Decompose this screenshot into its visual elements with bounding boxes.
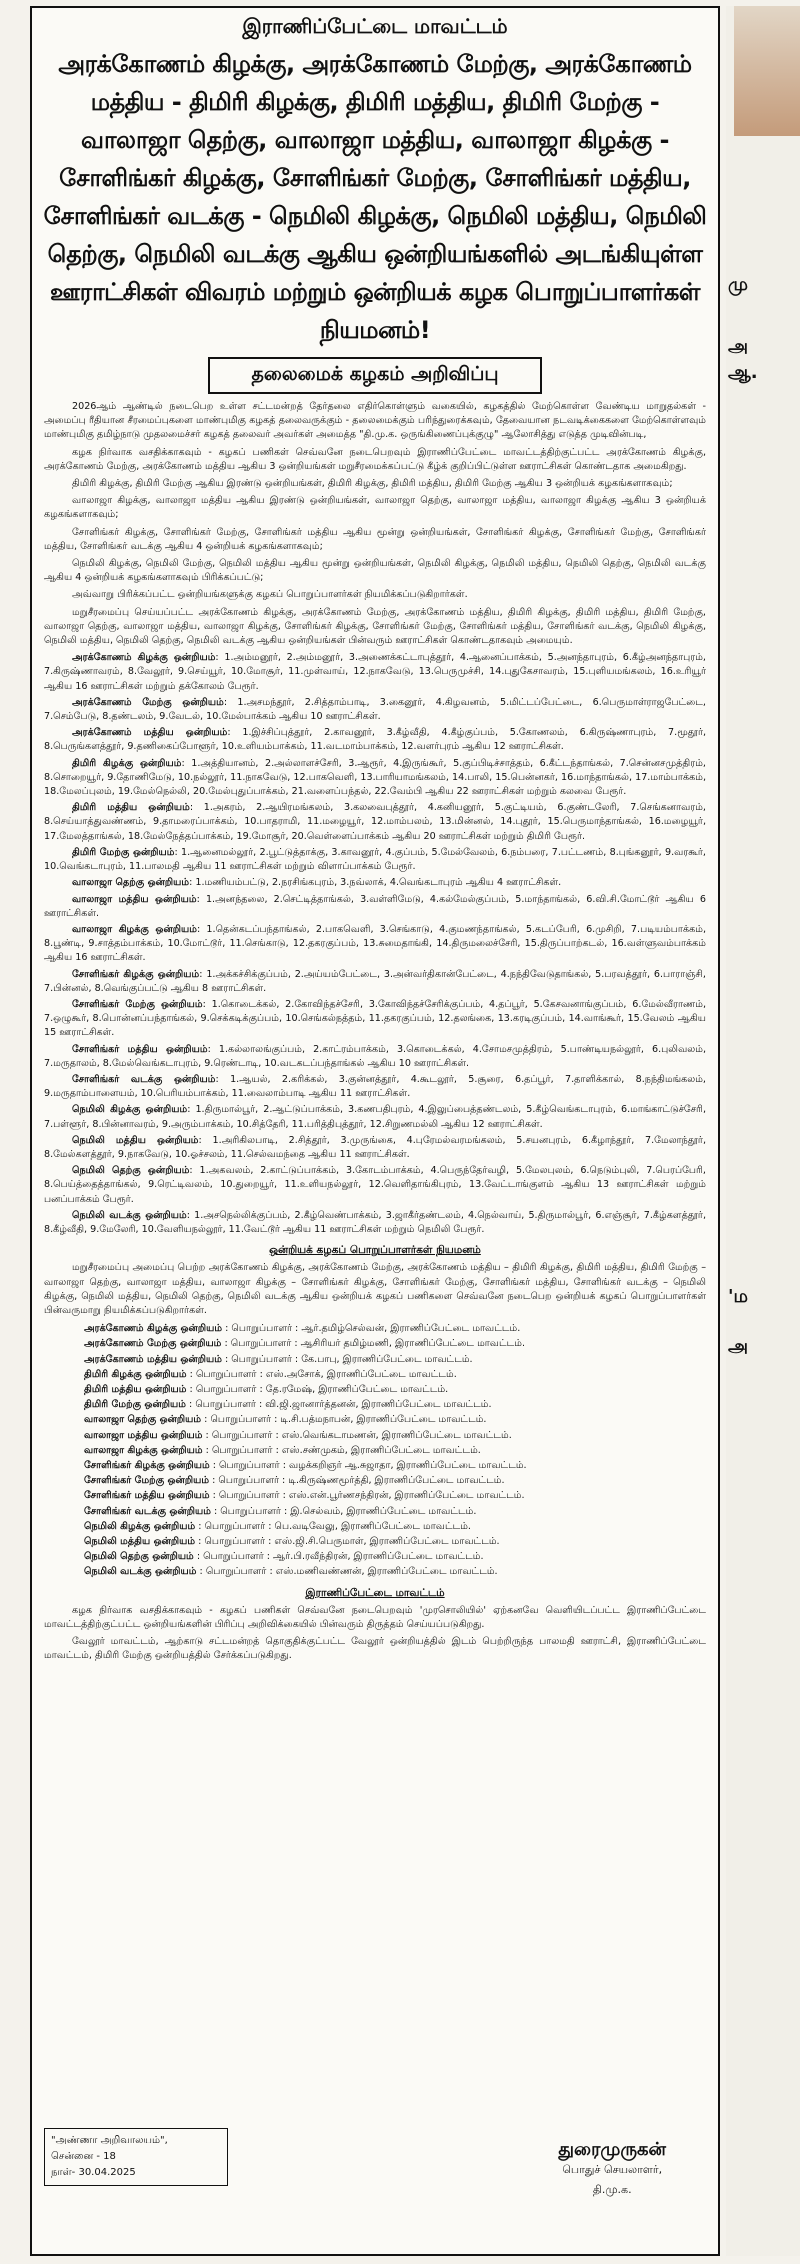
union-name: சோளிங்கர் வடக்கு ஒன்றியம் — [72, 1073, 216, 1085]
union-name: நெமிலி வடக்கு ஒன்றியம் — [72, 1209, 187, 1221]
appointment-separator: : — [222, 1323, 232, 1335]
appointment-union: திமிரி மேற்கு ஒன்றியம் — [84, 1399, 186, 1411]
appointment-union: சோளிங்கர் மேற்கு ஒன்றியம் — [84, 1475, 210, 1487]
appointment-row — [84, 1367, 706, 1382]
union-name: திமிரி கிழக்கு ஒன்றியம் — [72, 757, 182, 769]
union-entry — [44, 1134, 706, 1162]
union-entry — [44, 1164, 706, 1207]
union-panchayats: 1.அனந்தலை, 2.செட்டித்தாங்கல், 3.வள்ளிமேடு, 4.கல்மேல்குப்பம், 5.மாந்தாங்கல், 6.வி.சி.மோட்டூர் ஆகிய 6 ஊராட்சிகள். — [44, 893, 706, 919]
union-separator: : — [215, 652, 225, 664]
appointment-person: பொறுப்பாளர் : எஸ்.ஜி.சி.பெருமாள், இராணிப்பேட்டை மாவட்டம். — [204, 1536, 500, 1548]
appointment-person: பொறுப்பாளர் : வழக்கறிஞர் ஆ.சுஜாதா, இராணிப்பேட்டை மாவட்டம். — [219, 1460, 527, 1472]
appointment-row — [84, 1458, 706, 1473]
intro-paragraph: மறுசீரமைப்பு செய்யப்பட்ட அரக்கோணம் கிழக்கு, அரக்கோணம் மேற்கு, அரக்கோணம் மத்திய, திமிரி கிழக்கு, திமிரி மத்திய, திமிரி மேற்கு, வாலாஜா தெற்கு, வாலாஜா மத்திய, வாலாஜா கிழக்கு, சோளிங்கர் கிழக்கு, சோளிங்கர் மேற்கு, சோளிங்கர் மத்திய, சோளிங்கர் வடக்கு, நெமிலி கிழக்கு, நெமிலி மத்திய, நெமிலி தெற்கு, நெமிலி வடக்கு ஆகிய ஒன்றியங்கள் பின்வரும் ஊராட்சிகள் கொண்டதாகவும் அமையும். — [44, 606, 706, 647]
appointment-separator: : — [202, 1444, 212, 1456]
closing-paragraph: வேலூர் மாவட்டம், ஆற்காடு சட்டமன்றத் தொகுதிக்குட்பட்ட வேலூர் ஒன்றியத்தில் இடம் பெற்றிருந்த பாலமதி ஊராட்சி, இராணிப்பேட்டை மாவட்டம், திமிரி மேற்கு ஒன்றியத்தில் சேர்க்கப்படுகிறது. — [44, 1636, 706, 1662]
union-entry — [44, 1103, 706, 1131]
union-panchayats: 1.அம்மனூர், 2.அம்மனூர், 3.அணைக்கட்டாபுத்தூர், 4.ஆனைப்பாக்கம், 5.அனந்தாபுரம், 6.கீழ்அனந்தாபுரம், 7.கிருஷ்ணாவரம், 8.வேலூர், 9.செய்யூர், 10.மோசூர், 11.முள்வாய், 12.நாகவேடு, 13.பெருமுச்சி, 14.புதுகேசாவரம், 15.புளியமங்கலம், 16.உரியூர் ஆகிய 16 ஊராட்சிகள் மற்றும் தக்கோலம் பேரூர். — [44, 652, 706, 692]
union-name: வாலாஜா மத்திய ஒன்றியம் — [72, 893, 197, 905]
notice-frame — [30, 6, 720, 2256]
closing-paragraph: கழக நிர்வாக வசதிக்காகவும் - கழகப் பணிகள் செவ்வனே நடைபெறவும் 'முரசொலியில்' ஏற்கனவே வெளியிடப்பட்ட இராணிப்பேட்டை மாவட்டத்திற்குட்பட்ட ஒன்றியங்களின் பிரிப்பு அறிவிக்கையில் பின்வரும் திருத்தம் செய்யப்படுகிறது. — [44, 1604, 706, 1631]
union-separator: : — [199, 968, 207, 980]
adjacent-heading-4: 'ம — [728, 1286, 748, 1307]
appointment-union: திமிரி மத்திய ஒன்றியம் — [84, 1384, 187, 1395]
footer — [44, 2120, 706, 2250]
union-panchayats: 1.அத்தியானம், 2.அல்லாளச்சேரி, 3.ஆரூர், 4.இருங்கூர், 5.குப்பிடிச்சாத்தம், 6.கீட்டந்தாங்கல், 7.சென்னசமுத்திரம், 8.சொறையூர், 9.தோணிமேடு, 10.நல்லூர், 11.நாகவேடு, 12.பாகவெளி, 13.பாரியாமங்கலம், 14.பாலி, 15.பென்னகர், 16.மாந்தாங்கல், 17.மாம்பாக்கம், 18.மேலப்புலம், 19.மேல்நெல்லி, 20.மேல்புதுப்பாக்கம், 21.வளைப்பந்தல், 22.வேம்பி ஆகிய 22 ஊராட்சிகள் மற்றும் கலவை பேரூர். — [44, 757, 706, 798]
appointment-person: பொறுப்பாளர் : எஸ்.மணிவண்ணன், இராணிப்பேட்டை மாவட்டம். — [205, 1566, 498, 1578]
appointment-union: நெமிலி வடக்கு ஒன்றியம் — [84, 1566, 197, 1578]
appointment-union: நெமிலி மத்திய ஒன்றியம் — [84, 1536, 196, 1548]
appointment-separator: : — [209, 1490, 219, 1502]
appointment-person: பொறுப்பாளர் : ஆர்.தமிழ்செல்வன், இராணிப்பேட்டை மாவட்டம். — [231, 1323, 521, 1335]
appointments-intro: மறுசீரமைப்பு அமைப்பு பெற்ற அரக்கோணம் கிழக்கு, அரக்கோணம் மேற்கு, அரக்கோணம் மத்திய – திமிரி கிழக்கு, திமிரி மத்திய, திமிரி மேற்கு – வாலாஜா தெற்கு, வாலாஜா மத்திய, வாலாஜா கிழக்கு – சோளிங்கர் கிழக்கு, சோளிங்கர் மேற்கு, சோளிங்கர் மத்திய, சோளிங்கர் வடக்கு – நெமிலி கிழக்கு, நெமிலி மத்திய, நெமிலி தெற்கு, நெமிலி வடக்கு ஆகிய ஒன்றியக் கழகப் பணிகளை செவ்வனே நடைபெற ஒன்றியக் கழகப் பொறுப்பாளர்கள் பின்வருமாறு நியமிக்கப்படுகிறார்கள். — [44, 1262, 706, 1316]
intro-paragraph: அவ்வாறு பிரிக்கப்பட்ட ஒன்றியங்களுக்கு கழகப் பொறுப்பாளர்கள் நியமிக்கப்படுகிறார்கள். — [72, 589, 468, 601]
union-entry — [44, 846, 706, 874]
appointment-separator: : — [221, 1338, 231, 1350]
appointment-union: திமிரி கிழக்கு ஒன்றியம் — [84, 1368, 187, 1380]
union-list — [44, 651, 706, 1237]
appointment-person: பொறுப்பாளர் : கே.பாபு, இராணிப்பேட்டை மாவட்டம். — [231, 1353, 473, 1365]
union-separator: : — [196, 923, 207, 935]
union-panchayats: 1.தென்கடப்பந்தாங்கல், 2.பாகவெளி, 3.செங்காடு, 4.குமணந்தாங்கல், 5.கடப்பேரி, 6.முசிறி, 7.படியம்பாக்கம், 8.பூண்டி, 9.சாத்தம்பாக்கம், 10.மோட்டூர், 11.செங்காடு, 12.தகரகுப்பம், 13.சுமைதாங்கி, 14.திருமலைச்சேரி, 15.திருப்பாற்கடல், 16.வள்ளுவம்பாக்கம் ஆகிய 16 ஊராட்சிகள். — [44, 923, 706, 964]
appointment-separator: : — [186, 1384, 196, 1395]
appointment-separator: : — [195, 1536, 205, 1548]
appointment-union: அரக்கோணம் மேற்கு ஒன்றியம் — [84, 1338, 222, 1350]
union-entry — [44, 923, 706, 966]
union-panchayats: 1.ஆனைமல்லூர், 2.பூட்டுத்தாக்கு, 3.காவனூர், 4.குப்பம், 5.மேல்வேலம், 6.நம்பரை, 7.பட்டணம், 8.புங்கனூர், 9.வரகூர், 10.வெங்கடாபுரம், 11.பாலமதி ஆகிய 11 ஊராட்சிகள் மற்றும் விளாப்பாக்கம் பேரூர். — [44, 846, 706, 873]
union-entry — [44, 893, 706, 921]
appointment-union: நெமிலி கிழக்கு ஒன்றியம் — [84, 1520, 196, 1532]
notice-body — [32, 400, 718, 1664]
signature-block — [558, 2140, 666, 2200]
union-panchayats: 1.திருமால்பூர், 2.ஆட்டுப்பாக்கம், 3.கணபதிபுரம், 4.இலுப்பைத்தண்டலம், 5.கீழ்வெங்கடாபுரம், 6.மாங்காட்டுச்சேரி, 7.பள்ளூர், 8.பின்னாவரம், 9.அரும்பாக்கம், 10.சித்தேரி, 11.பரித்திபுத்தூர், 12.சிறுணமல்லி ஆகிய 12 ஊராட்சிகள். — [44, 1104, 706, 1130]
union-panchayats: 1.அரிகிலபாடி, 2.சித்தூர், 3.முருங்கை, 4.புரேமல்வரமங்கலம், 5.சயனபுரம், 6.கீழாந்தூர், 7.மேலாந்தூர், 8.மேல்களத்தூர், 9.நாகவேடு, 10.ஓச்சலம், 11.செல்வமந்தை ஆகிய 11 ஊராட்சிகள். — [44, 1134, 706, 1160]
appointment-union: சோளிங்கர் வடக்கு ஒன்றியம் — [84, 1505, 211, 1517]
appointment-person: பொறுப்பாளர் : தே.ரமேஷ், இராணிப்பேட்டை மாவட்டம். — [195, 1384, 449, 1395]
notice-date: நாள்- 30.04.2025 — [51, 2167, 136, 2178]
appointment-person: பொறுப்பாளர் : எஸ்.அசோக், இராணிப்பேட்டை மாவட்டம். — [195, 1368, 457, 1380]
office-name: "அண்ணா அறிவாலயம்", — [51, 2135, 168, 2146]
appointment-separator: : — [186, 1368, 196, 1380]
appointment-person: பொறுப்பாளர் : ஆர்.பி.ரவீந்திரன், இராணிப்பேட்டை மாவட்டம். — [203, 1551, 484, 1563]
intro-paragraph: 2026ஆம் ஆண்டில் நடைபெற உள்ள சட்டமன்றத் தேர்தலை எதிர்கொள்ளும் வகையில், கழகத்தில் மேற்கொள்ள வேண்டிய மாறுதல்கள் - அமைப்பு ரீதியான சீரமைப்புகளை மாண்புமிகு கழகத் தலைவருக்கும் - தலைமைக்கும் பரிந்துரைக்கவும், தேவையான நடவடிக்கைகளை மேற்கொள்ளவும் மாண்புமிகு தமிழ்நாடு முதலமைச்சர் கழகத் தலைவர் அவர்கள் அமைத்த "தி.மு.க. ஒருங்கிணைப்புக்குழு" ஆலோசித்து எடுத்த முடிவின்படி, — [44, 401, 706, 441]
appointment-person: பொறுப்பாளர் : டி.சி.பத்மநாபன், இராணிப்பேட்டை மாவட்டம். — [210, 1414, 487, 1426]
appointment-separator: : — [196, 1566, 206, 1578]
appointment-person: பொறுப்பாளர் : வி.ஜி.ஜானார்த்தனன், இராணிப்பேட்டை மாவட்டம். — [195, 1399, 492, 1411]
adjacent-heading-3: ஆ. — [728, 362, 758, 383]
intro-paragraph: நெமிலி கிழக்கு, நெமிலி மேற்கு, நெமிலி மத்திய ஆகிய மூன்று ஒன்றியங்கள், நெமிலி கிழக்கு, நெமிலி மத்திய, நெமிலி தெற்கு, நெமிலி வடக்கு ஆகிய 4 ஒன்றியக் கழகங்களாகவும் பிரிக்கப்பட்டு; — [44, 558, 706, 584]
union-entry — [44, 801, 706, 844]
union-panchayats: 1.அசமந்தூர், 2.சித்தாம்பாடி, 3.கைனூர், 4.கிழவனம், 5.மிட்டப்பேட்டை, 6.பெருமாள்ராஜபேட்டை, 7.செம்பேடு, 8.தண்டலம், 9.வேடல், 10.மேல்பாக்கம் ஆகிய 10 ஊராட்சிகள். — [44, 696, 706, 723]
union-panchayats: 1.அகரம், 2.ஆயிரமங்கலம், 3.கலவைபுத்தூர், 4.கனியனூர், 5.குட்டியம், 6.குண்டலேரி, 7.செங்கனாவரம், 8.செய்யாத்துவண்ணம், 9.தாமரைப்பாக்கம், 10.பாதராமி, 11.மழையூர், 12.மாம்பலம், 13.மின்னல், 14.புதூர், 15.பெருமாந்தாங்கல், 16.மழையூர், 17.மேலத்தாங்கல், 18.மேல்நேத்தப்பாக்கம், 19.மோசூர், 20.வெள்ளைப்பாக்கம் ஆகிய 20 ஊராட்சிகள் மற்றும் திமிரி பேரூர். — [44, 802, 706, 842]
union-entry — [44, 1209, 706, 1237]
appointment-person: பொறுப்பாளர் : ஆசிரியர் தமிழ்மணி, இராணிப்பேட்டை மாவட்டம். — [230, 1338, 526, 1350]
appointment-person: பொறுப்பாளர் : இ.செல்வம், இராணிப்பேட்டை மாவட்டம். — [220, 1505, 477, 1517]
union-entry — [44, 726, 706, 754]
appointment-row — [84, 1504, 706, 1519]
union-entry — [44, 998, 706, 1041]
appointment-union: வாலாஜா மத்திய ஒன்றியம் — [84, 1429, 203, 1441]
adjacent-heading-2: அ — [728, 336, 749, 357]
union-panchayats: 1.அசநெல்லிக்குப்பம், 2.கீழ்வெண்பாக்கம், 3.ஜாகீர்தண்டலம், 4.நெல்வாய், 5.திருமால்பூர், 6.எஞ்சூர், 7.கீழ்களத்தூர், 8.கீழ்வீதி, 9.மேலேரி, 10.வேளியநல்லூர், 11.வேட்டூர் ஆகிய 11 ஊராட்சிகள் மற்றும் நெமிலி பேரூர். — [44, 1209, 706, 1235]
adjacent-heading-1: மு — [728, 274, 748, 295]
union-separator: : — [189, 877, 196, 889]
union-panchayats: 1.அக்கச்சிக்குப்பம், 2.அய்யம்பேட்டை, 3.அன்வர்திகான்பேட்டை, 4.நந்திவேடுதாங்கல், 5.பரவத்தூர், 6.பாராஞ்சி, 7.பின்னல், 8.வெங்குப்பட்டு ஆகிய 8 ஊராட்சிகள். — [44, 968, 706, 994]
union-entry — [44, 1073, 706, 1101]
union-name: திமிரி மத்திய ஒன்றியம் — [72, 802, 190, 814]
union-name: வாலாஜா தெற்கு ஒன்றியம் — [72, 877, 190, 889]
union-separator: : — [189, 802, 204, 814]
union-name: சோளிங்கர் கிழக்கு ஒன்றியம் — [72, 968, 200, 980]
union-separator: : — [174, 846, 182, 858]
appointments-list — [44, 1321, 706, 1579]
union-entry — [44, 1043, 706, 1071]
intro-paragraphs — [44, 400, 706, 648]
intro-paragraph: சோளிங்கர் கிழக்கு, சோளிங்கர் மேற்கு, சோளிங்கர் மத்திய ஆகிய மூன்று ஒன்றியங்கள், சோளிங்கர் கிழக்கு, சோளிங்கர் மேற்கு, சோளிங்கர் மத்திய, சோளிங்கர் வடக்கு ஆகிய 4 ஒன்றியக் கழகங்களாகவும்; — [44, 526, 706, 552]
appointment-union: நெமிலி தெற்கு ஒன்றியம் — [84, 1551, 194, 1563]
appointment-row — [84, 1488, 706, 1503]
office-address — [44, 2128, 228, 2186]
appointment-separator: : — [185, 1399, 196, 1411]
notice-title: தலைமைக் கழகம் அறிவிப்பு — [208, 357, 542, 394]
appointment-separator: : — [195, 1520, 205, 1532]
appointment-union: சோளிங்கர் மத்திய ஒன்றியம் — [84, 1490, 210, 1502]
appointment-separator: : — [193, 1551, 204, 1563]
appointment-row — [84, 1352, 706, 1367]
union-entry — [44, 696, 706, 724]
union-separator: : — [223, 696, 238, 708]
union-name: அரக்கோணம் மேற்கு ஒன்றியம் — [72, 696, 224, 708]
closing-paragraphs — [44, 1604, 706, 1664]
union-entry — [44, 876, 706, 890]
intro-paragraph: திமிரி கிழக்கு, திமிரி மேற்கு ஆகிய இரண்டு ஒன்றியங்கள், திமிரி கிழக்கு, திமிரி மத்திய, திமிரி மேற்கு ஆகிய 3 ஒன்றியக் கழகங்களாகவும்; — [72, 478, 673, 490]
union-entry — [44, 651, 706, 694]
appointment-person: பொறுப்பாளர் : டி.கிருஷ்ணமூர்த்தி, இராணிப்பேட்டை மாவட்டம். — [218, 1475, 505, 1487]
appointment-row — [84, 1336, 706, 1351]
headline: அரக்கோணம் கிழக்கு, அரக்கோணம் மேற்கு, அரக்கோணம் மத்திய - திமிரி கிழக்கு, திமிரி மத்திய, திமிரி மேற்கு - வாலாஜா தெற்கு, வாலாஜா மத்திய, வாலாஜா கிழக்கு - சோளிங்கர் கிழக்கு, சோளிங்கர் மேற்கு, சோளிங்கர் மத்திய, சோளிங்கர் வடக்கு - நெமிலி கிழக்கு, நெமிலி மத்திய, நெமிலி தெற்கு, நெமிலி வடக்கு ஆகிய ஒன்றியங்களில் அடங்கியுள்ள ஊராட்சிகள் விவரம் மற்றும் ஒன்றியக் கழக பொறுப்பாளர்கள் நியமனம்! — [43, 50, 707, 344]
appointment-separator: : — [221, 1353, 232, 1365]
union-entry — [44, 968, 706, 996]
appointment-union: அரக்கோணம் மத்திய ஒன்றியம் — [84, 1353, 222, 1365]
adjacent-heading-5: அ — [728, 1336, 749, 1357]
union-separator: : — [198, 1134, 213, 1146]
appointment-union: வாலாஜா கிழக்கு ஒன்றியம் — [84, 1444, 203, 1456]
party-name: தி.மு.க. — [592, 2183, 632, 2196]
union-name: வாலாஜா கிழக்கு ஒன்றியம் — [72, 923, 197, 935]
union-separator: : — [196, 893, 206, 905]
union-name: நெமிலி கிழக்கு ஒன்றியம் — [72, 1104, 188, 1116]
union-name: சோளிங்கர் மேற்கு ஒன்றியம் — [72, 998, 203, 1010]
union-separator: : — [207, 1043, 219, 1055]
appointment-row — [84, 1564, 706, 1579]
union-separator: : — [215, 1073, 231, 1085]
appointment-row — [84, 1321, 706, 1336]
appointment-row — [84, 1534, 706, 1549]
union-name: அரக்கோணம் கிழக்கு ஒன்றியம் — [72, 652, 216, 664]
closing-title: இராணிப்பேட்டை மாவட்டம் — [305, 1586, 445, 1599]
union-name: அரக்கோணம் மத்திய ஒன்றியம் — [72, 727, 228, 739]
adjacent-photo — [734, 6, 800, 136]
signatory-role: பொதுச் செயலாளர், — [562, 2163, 663, 2176]
appointment-separator: : — [209, 1460, 220, 1472]
appointment-union: வாலாஜா தெற்கு ஒன்றியம் — [84, 1414, 202, 1426]
appointment-separator: : — [202, 1429, 212, 1441]
appointment-row — [84, 1473, 706, 1488]
union-separator: : — [186, 1209, 195, 1221]
district-title: இராணிப்பேட்டை மாவட்டம் — [242, 14, 508, 38]
appointment-person: பொறுப்பாளர் : எஸ்.என்.பூர்ணசந்திரன், இராணிப்பேட்டை மாவட்டம். — [218, 1490, 525, 1502]
intro-paragraph: வாலாஜா கிழக்கு, வாலாஜா மத்திய ஆகிய இரண்டு ஒன்றியங்கள், வாலாஜா தெற்கு, வாலாஜா மத்திய, வாலாஜா கிழக்கு ஆகிய 3 ஒன்றியக் கழகங்களாகவும்; — [44, 495, 706, 521]
union-separator: : — [189, 1165, 200, 1177]
appointment-row — [84, 1428, 706, 1443]
appointment-row — [84, 1397, 706, 1412]
appointment-person: பொறுப்பாளர் : பெ.வடிவேலு, இராணிப்பேட்டை மாவட்டம். — [204, 1520, 471, 1532]
appointment-person: பொறுப்பாளர் : எஸ்.வெங்கடாமணன், இராணிப்பேட்டை மாவட்டம். — [211, 1429, 512, 1441]
appointment-union: சோளிங்கர் கிழக்கு ஒன்றியம் — [84, 1460, 210, 1472]
appointment-row — [84, 1549, 706, 1564]
union-panchayats: 1.இச்சிப்புத்தூர், 2.காவனூர், 3.கீழ்வீதி, 4.கீழ்குப்பம், 5.கோணலம், 6.கிருஷ்ணாபுரம், 7.மூதூர், 8.பெருங்களத்தூர், 9.தணிகைப்போளூர், 10.உளியம்பாக்கம், 11.வடமாம்பாக்கம், 12.வளர்புரம் ஆகிய 12 ஊராட்சிகள். — [44, 727, 707, 753]
union-name: சோளிங்கர் மத்திய ஒன்றியம் — [72, 1043, 208, 1055]
union-separator: : — [181, 757, 192, 769]
adjacent-column-strip — [726, 6, 800, 2256]
union-panchayats: 1.கல்லாலங்குப்பம், 2.காட்ரம்பாக்கம், 3.கொடைக்கல், 4.சோமசமுத்திரம், 5.பாண்டியநல்லூர், 6.புலிவலம், 7.மருதாலம், 8.மேல்வெங்கடாபுரம், 9.ரெண்டாடி, 10.வடகடப்பந்தாங்கல் ஆகிய 10 ஊராட்சிகள். — [44, 1043, 706, 1069]
appointment-separator: : — [209, 1475, 219, 1487]
appointments-title: ஒன்றியக் கழகப் பொறுப்பாளர்கள் நியமனம் — [269, 1244, 481, 1257]
union-panchayats: 1.மணியம்பட்டு, 2.நரசிங்கபுரம், 3.நவ்லாக், 4.வெங்கடாபுரம் ஆகிய 4 ஊராட்சிகள். — [195, 877, 562, 889]
appointment-separator: : — [201, 1414, 211, 1426]
office-city: சென்னை - 18 — [51, 2151, 116, 2162]
appointment-union: அரக்கோணம் கிழக்கு ஒன்றியம் — [84, 1323, 223, 1335]
union-name: நெமிலி தெற்கு ஒன்றியம் — [72, 1165, 190, 1177]
appointment-row — [84, 1382, 706, 1397]
union-panchayats: 1.கொடைக்கல், 2.கோவிந்தச்சேரி, 3.கோவிந்தச்சேரிக்குப்பம், 4.தப்பூர், 5.கேசவனாங்குப்பம், 6.மேல்வீராணம், 7.ஒழுகூர், 8.பொன்னப்பந்தாங்கல், 9.செக்கடிக்குப்பம், 10.செங்கல்நத்தம், 11.தகரகுப்பம், 12.தலங்கை, 13.கரடிகுப்பம், 14.வாங்கூர், 15.வேலம் ஆகிய 15 ஊராட்சிகள். — [44, 998, 706, 1039]
union-separator: : — [227, 727, 243, 739]
appointment-row — [84, 1412, 706, 1427]
appointment-row — [84, 1443, 706, 1458]
union-separator: : — [202, 998, 212, 1010]
union-panchayats: 1.ஆயல், 2.கரிக்கல், 3.குன்னத்தூர், 4.கூடலூர், 5.சூரை, 6.தப்பூர், 7.தாளிக்கால், 8.நந்திமங்கலம், 9.மருதாம்பாளையம், 10.பெரியம்பாக்கம், 11.வைலாம்பாடி ஆகிய 11 ஊராட்சிகள். — [44, 1073, 706, 1100]
appointment-row — [84, 1519, 706, 1534]
appointment-person: பொறுப்பாளர் : எஸ்.சண்முகம், இராணிப்பேட்டை மாவட்டம். — [211, 1444, 481, 1456]
signatory-name: துரைமுருகன் — [558, 2139, 666, 2160]
union-name: திமிரி மேற்கு ஒன்றியம் — [72, 846, 175, 858]
union-separator: : — [187, 1104, 196, 1116]
appointment-separator: : — [210, 1505, 221, 1517]
union-name: நெமிலி மத்திய ஒன்றியம் — [72, 1134, 199, 1146]
union-panchayats: 1.அகவலம், 2.காட்டுப்பாக்கம், 3.கோடம்பாக்கம், 4.பெருந்தேர்வழி, 5.மேலபுலம், 6.நெடும்புலி, 7.பெரப்பேரி, 8.பெய்த்தைத்தாங்கல், 9.ரெட்டிவலம், 10.துறையூர், 11.உளியநல்லூர், 12.வெளிதாங்கிபுரம், 13.வேட்டாங்குளம் ஆகிய 13 ஊராட்சிகள் மற்றும் பனப்பாக்கம் பேரூர். — [44, 1165, 706, 1205]
intro-paragraph: கழக நிர்வாக வசதிக்காகவும் - கழகப் பணிகள் செவ்வனே நடைபெறவும் இராணிப்பேட்டை மாவட்டத்திற்குட்பட்ட அரக்கோணம் கிழக்கு, அரக்கோணம் மேற்கு, அரக்கோணம் மத்திய ஆகிய 3 ஒன்றியங்கள் மறுசீரமைக்கப்பட்டு கீழ்க் குறிப்பிட்டுள்ள ஊராட்சிகள் கொண்டதாக அமைகிறது. — [44, 446, 706, 472]
union-entry — [44, 757, 706, 800]
